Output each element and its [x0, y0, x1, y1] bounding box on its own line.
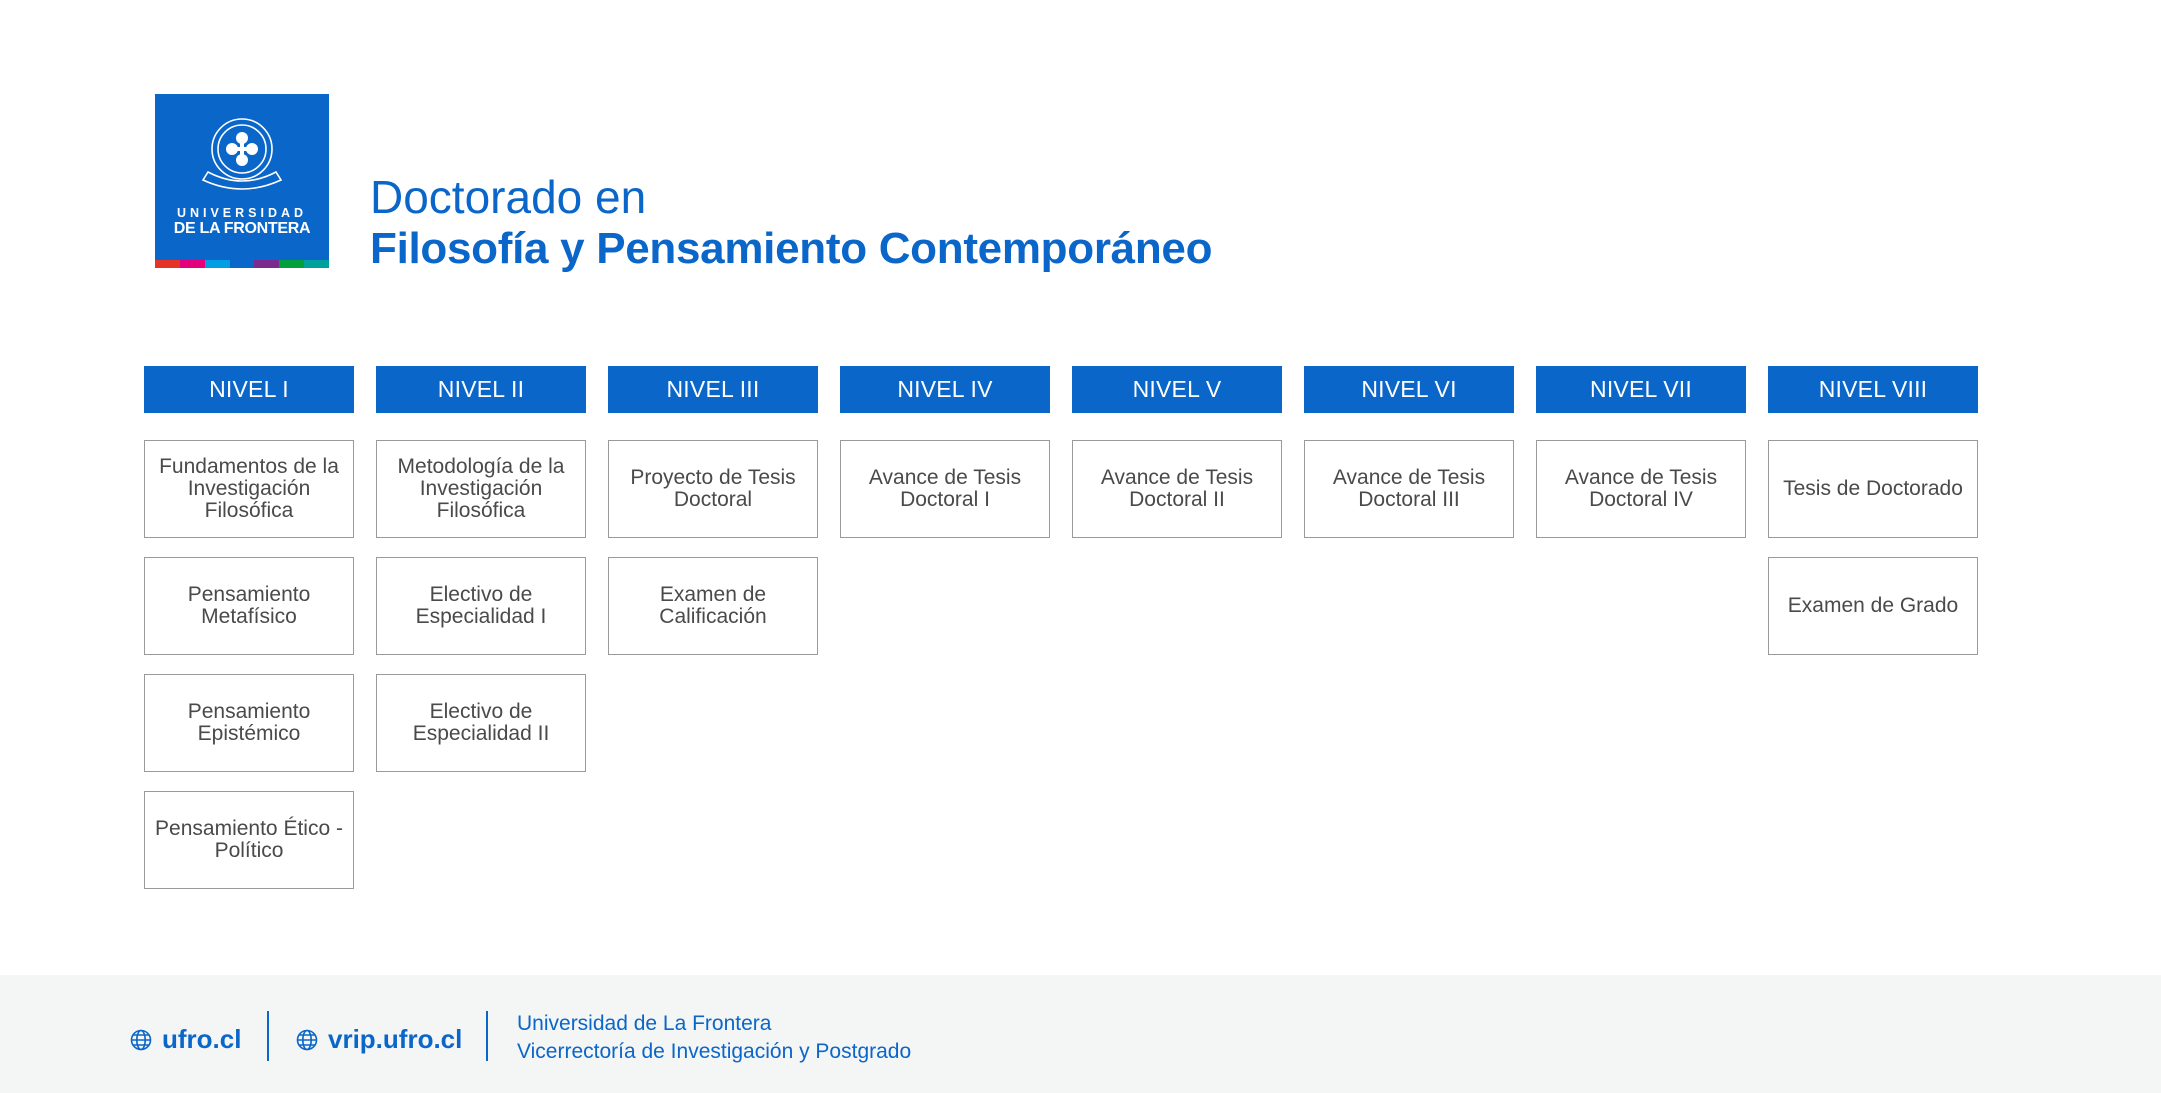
- level-header: NIVEL I: [144, 366, 354, 413]
- level-header: NIVEL VII: [1536, 366, 1746, 413]
- logo-stripe: [155, 260, 180, 268]
- footer-org-line1: Universidad de La Frontera: [517, 1012, 772, 1035]
- level-header: NIVEL III: [608, 366, 818, 413]
- logo-stripe: [254, 260, 279, 268]
- course-box: Fundamentos de la Investigación Filosófica: [144, 440, 354, 538]
- page-title-line1: Doctorado en: [370, 171, 647, 223]
- level-header: NIVEL VI: [1304, 366, 1514, 413]
- level-column: [1304, 366, 1514, 511]
- page-title-line2: Filosofía y Pensamiento Contemporáneo: [370, 224, 1213, 273]
- course-box: Metodología de la Investigación Filosófica: [376, 440, 586, 538]
- course-box: Pensamiento Ético - Político: [144, 791, 354, 889]
- university-logo: [155, 94, 329, 268]
- logo-stripe: [230, 260, 255, 268]
- level-header: NIVEL II: [376, 366, 586, 413]
- level-column: [1536, 366, 1746, 511]
- course-box: Examen de Calificación: [608, 557, 818, 655]
- level-column: [608, 366, 818, 628]
- logo-text-line1: UNIVERSIDAD: [176, 206, 308, 220]
- logo-stripe: [180, 260, 205, 268]
- level-header: NIVEL IV: [840, 366, 1050, 413]
- course-box: Pensamiento Epistémico: [144, 674, 354, 772]
- course-box: Avance de Tesis Doctoral IV: [1536, 440, 1746, 538]
- course-box: Pensamiento Metafísico: [144, 557, 354, 655]
- globe-icon: [130, 1029, 152, 1051]
- logo-stripe: [279, 260, 304, 268]
- course-box: Electivo de Especialidad I: [376, 557, 586, 655]
- level-column: [1768, 366, 1978, 617]
- logo-text-line2: DE LA FRONTERA: [173, 220, 311, 237]
- logo-stripe: [304, 260, 329, 268]
- globe-icon: [296, 1029, 318, 1051]
- footer-org-info: [517, 1010, 911, 1066]
- footer-divider: [486, 1011, 488, 1061]
- footer-link-vrip[interactable]: [296, 1024, 462, 1055]
- university-seal-icon: [155, 94, 329, 268]
- footer-link-ufro[interactable]: [130, 1024, 241, 1055]
- footer-divider: [267, 1011, 269, 1061]
- logo-stripe: [205, 260, 230, 268]
- level-header: NIVEL VIII: [1768, 366, 1978, 413]
- footer-link-vrip-label: vrip.ufro.cl: [328, 1024, 463, 1054]
- course-box: Tesis de Doctorado: [1768, 440, 1978, 538]
- course-box: Avance de Tesis Doctoral II: [1072, 440, 1282, 538]
- level-column: [144, 366, 354, 862]
- level-header: NIVEL V: [1072, 366, 1282, 413]
- course-box: Avance de Tesis Doctoral III: [1304, 440, 1514, 538]
- course-box: Electivo de Especialidad II: [376, 674, 586, 772]
- logo-color-stripes: [155, 260, 329, 268]
- level-column: [376, 366, 586, 745]
- course-box: Examen de Grado: [1768, 557, 1978, 655]
- course-box: Avance de Tesis Doctoral I: [840, 440, 1050, 538]
- level-column: [1072, 366, 1282, 511]
- footer-org-line2: Vicerrectoría de Investigación y Postgrado: [517, 1040, 912, 1063]
- level-column: [840, 366, 1050, 511]
- footer-link-ufro-label: ufro.cl: [162, 1024, 242, 1054]
- course-box: Proyecto de Tesis Doctoral: [608, 440, 818, 538]
